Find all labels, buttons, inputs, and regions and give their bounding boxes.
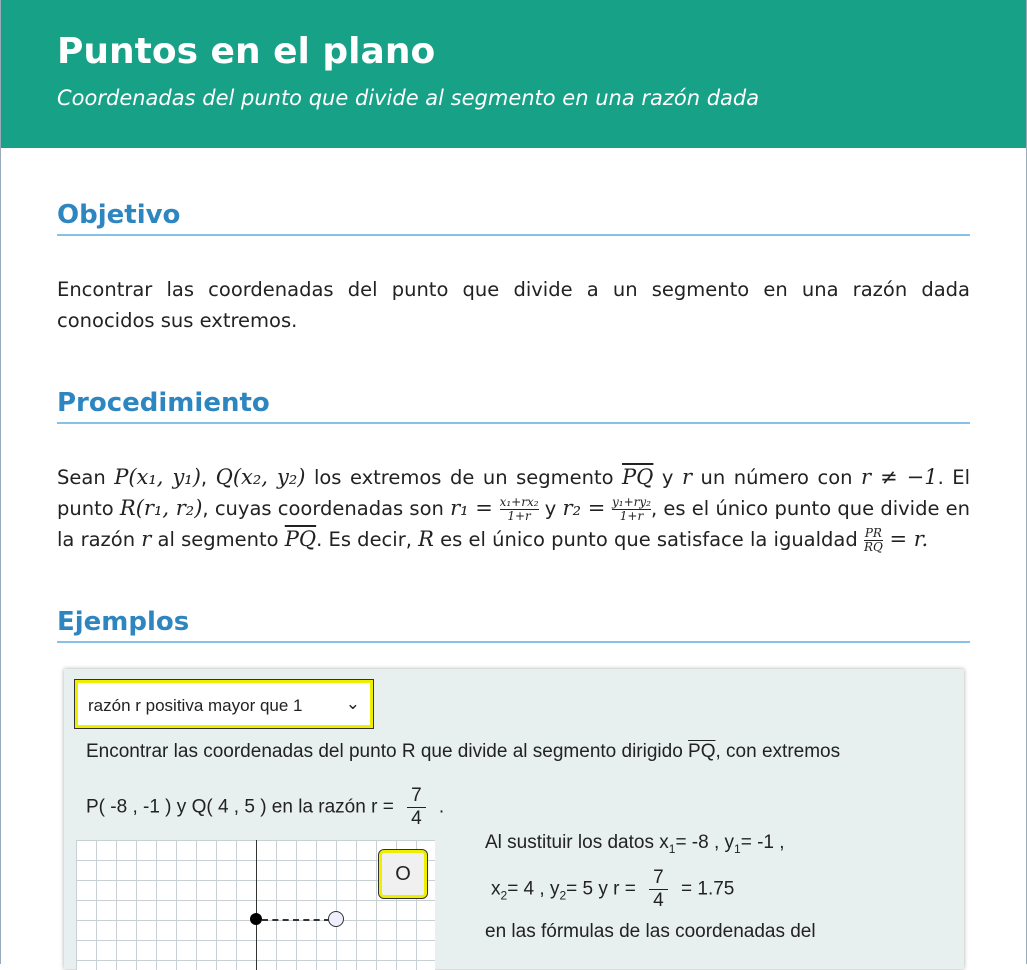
ejemplos-heading: Ejemplos (57, 607, 970, 643)
problem-line-2: P( -8 , -1 ) y Q( 4 , 5 ) en la razón r = $\frac{7}{4}$ . (86, 785, 445, 829)
coordinate-graph[interactable] (76, 840, 435, 970)
page-subtitle: Coordenadas del punto que divide al segmento en una razón dada (57, 86, 760, 110)
objetivo-text: Encontrar las coordenadas del punto que divide a un segmento en una razón dada conocidos sus extremos. (57, 278, 970, 332)
problem-line-1: Encontrar las coordenadas del punto R que divide al segmento dirigido $\overline{PQ}$, con extremos (86, 741, 841, 762)
y-axis (256, 840, 257, 970)
point-p[interactable] (250, 913, 262, 925)
header (1, 0, 1026, 148)
dashed-segment (262, 919, 330, 921)
ratio-type-select[interactable]: razón r positiva mayor que 1 ⌄ (75, 680, 373, 728)
procedimiento-heading: Procedimiento (57, 388, 970, 424)
solution-line-3: en las fórmulas de las coordenadas del (485, 921, 816, 942)
solution-line-2: $x_2= 4$ , $y_2= 5$ y r = $\frac{7}{4}$ = 1.75 (491, 867, 735, 911)
point-q[interactable] (328, 911, 344, 927)
page-title: Puntos en el plano (57, 31, 436, 72)
chevron-down-icon: ⌄ (345, 694, 360, 713)
objetivo-heading: Objetivo (57, 200, 970, 236)
procedimiento-text: Sean P(x₁, y₁), Q(x₂, y₂) los extremos de un segmento $\overline{PQ}$ y r un número con r ≠ −1. El punto R(r₁, r₂), cuyas coordenadas son r₁ = $\frac{\text{x₁+rx₂}}{1+r}$ y r₂ = $\frac{\text{y₁+ry₂}}{1+r}$ , es el único punto que divide en la razón r al segmento $\overline{PQ}$. Es decir, R es el único punto que satisface la igualdad $\frac{PR}{RQ}$ = r. (57, 465, 971, 554)
solution-line-1: Al sustituir los datos $x_1= -8$ , $y_1= -1$ , (485, 832, 785, 856)
example-panel (64, 669, 964, 969)
origin-button[interactable]: O (379, 850, 427, 898)
